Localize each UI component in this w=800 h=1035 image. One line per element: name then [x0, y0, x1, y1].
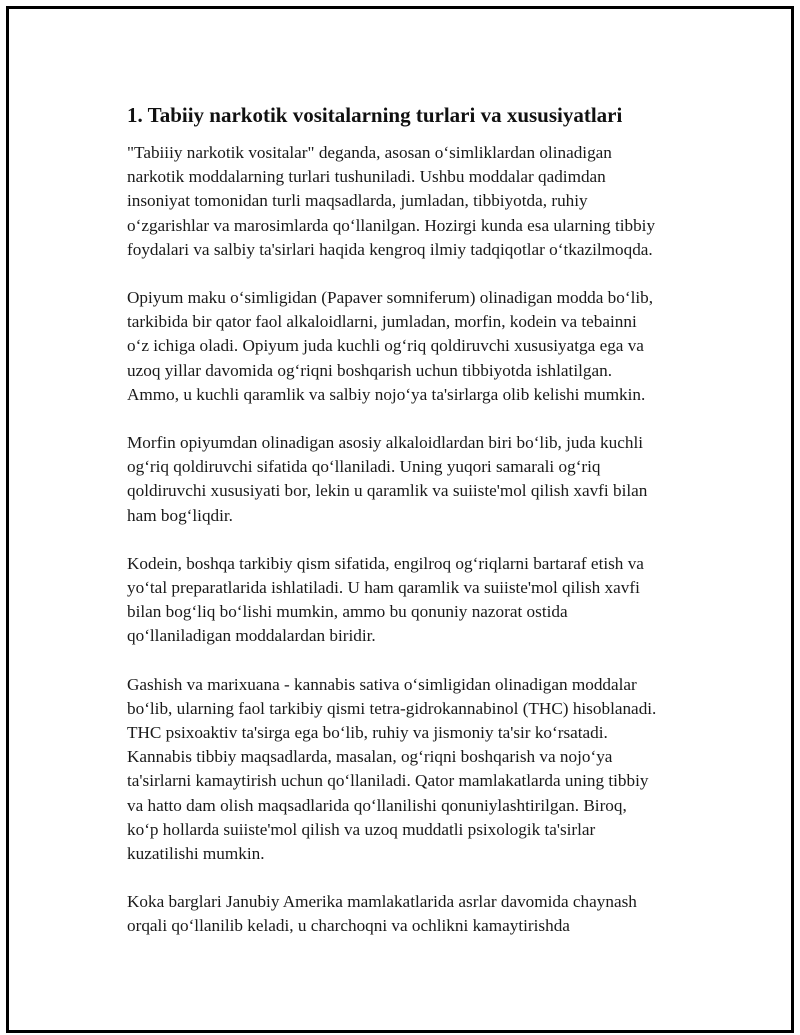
paragraph-cannabis [121, 673, 701, 867]
page-frame [6, 6, 794, 1033]
text-line: Morfin opiyumdan olinadigan asosiy alkaloidlardan biri bo‘lib, juda kuchli [127, 433, 644, 453]
text-line: yo‘tal preparatlarida ishlatiladi. U ham qaramlik va suiiste'mol qilish xavfi [127, 578, 640, 598]
text-line: bilan bog‘liq bo‘lishi mumkin, ammo bu qonuniy nazorat ostida [127, 602, 568, 622]
text-line: ko‘p hollarda suiiste'mol qilish va uzoq muddatli psixologik ta'sirlar [127, 819, 596, 839]
paragraph-intro [121, 141, 701, 262]
section-heading: 1. Tabiiy narkotik vositalarning turlari va xususiyatlari [127, 103, 623, 127]
text-line: foydalari va salbiy ta'sirlari haqida kengroq ilmiy tadqiqotlar o‘tkazilmoqda. [127, 239, 653, 259]
text-line: Kannabis tibbiy maqsadlarda, masalan, og‘riqni boshqarish va nojo‘ya [127, 747, 613, 767]
text-line: Gashish va marixuana - kannabis sativa o‘simligidan olinadigan moddalar [127, 674, 637, 694]
text-line: ham bog‘liqdir. [127, 505, 233, 525]
paragraph-coca [121, 890, 701, 938]
text-line: va hatto dam olish maqsadlarida qo‘llanilishi qonuniylashtirilgan. Biroq, [127, 795, 627, 815]
document-body [121, 101, 701, 963]
text-line: narkotik moddalarning turlari tushuniladi. Ushbu moddalar qadimdan [127, 167, 606, 187]
text-line: THC psixoaktiv ta'sirga ega bo‘lib, ruhiy va jismoniy ta'sir ko‘rsatadi. [127, 723, 608, 743]
text-line: Kodein, boshqa tarkibiy qism sifatida, engilroq og‘riqlarni bartaraf etish va [127, 553, 644, 573]
text-line: kuzatilishi mumkin. [127, 844, 265, 864]
text-line: Opiyum maku o‘simligidan (Papaver somniferum) olinadigan modda bo‘lib, [127, 288, 654, 308]
text-line: Koka barglari Janubiy Amerika mamlakatlarida asrlar davomida chaynash [127, 892, 637, 912]
paragraph-morphine [121, 431, 701, 528]
paragraph-codeine [121, 552, 701, 649]
text-line: "Tabiiiy narkotik vositalar" deganda, asosan o‘simliklardan olinadigan [127, 143, 612, 162]
text-line: uzoq yillar davomida og‘riqni boshqarish uchun tibbiyotda ishlatilgan. [127, 360, 612, 380]
text-line: o‘zgarishlar va marosimlarda qo‘llanilgan. Hozirgi kunda esa ularning tibbiy [127, 215, 656, 235]
paragraph-opium [121, 286, 701, 407]
text-line: ta'sirlarni kamaytirish uchun qo‘llaniladi. Qator mamlakatlarda uning tibbiy [127, 771, 649, 791]
text-line: qoldiruvchi xususiyati bor, lekin u qaramlik va suiiste'mol qilish xavfi bilan [127, 481, 648, 501]
text-line: qo‘llaniladigan moddalardan biridir. [127, 626, 376, 646]
text-line: tarkibida bir qator faol alkaloidlarni, jumladan, morfin, kodein va tebainni [127, 312, 637, 332]
text-line: Ammo, u kuchli qaramlik va salbiy nojo‘ya ta'sirlarga olib kelishi mumkin. [127, 384, 646, 404]
text-line: og‘riq qoldiruvchi sifatida qo‘llaniladi. Uning yuqori samarali og‘riq [127, 457, 601, 477]
text-line: o‘z ichiga oladi. Opiyum juda kuchli og‘riq qoldiruvchi xususiyatga ega va [127, 336, 644, 356]
text-line: bo‘lib, ularning faol tarkibiy qismi tetra-gidrokannabinol (THC) hisoblanadi. [127, 698, 657, 718]
text-line: insoniyat tomonidan turli maqsadlarda, jumladan, tibbiyotda, ruhiy [127, 191, 588, 211]
text-line: orqali qo‘llanilib keladi, u charchoqni va ochlikni kamaytirishda [127, 916, 570, 936]
